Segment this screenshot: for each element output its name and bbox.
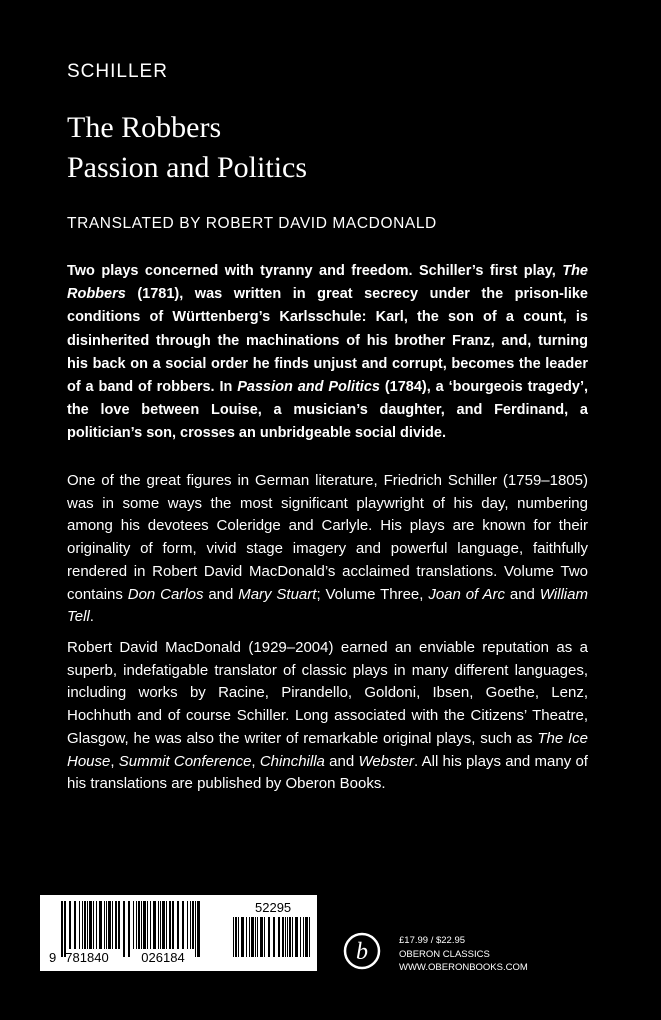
barcode-bar [251,917,254,957]
barcode-bar [150,901,151,949]
blurb-paragraph: Two plays concerned with tyranny and freedom. Schiller’s first play, The Robbers (1781), was written in great secrecy under the prison-like conditions of Württenberg’s Karlsschule: Karl, the son of a count, is disinherited through the machinations of his brother Franz, and, turning his back on a social order he finds unjust and corrupt, becomes the leader of a band of robbers. In Passion and Politics (1784), a ‘bourgeois tragedy’, the love between Louise, a musician’s daughter, and Ferdinand, a politician’s son, crosses an unbridgeable social divide. [67,263,589,442]
barcode-bar [82,901,83,949]
barcode-bar [285,917,286,957]
barcode-bar [233,917,234,957]
barcode-bar [172,901,174,949]
price: £17.99 / $22.95 [399,935,466,946]
barcode-bar [147,901,148,949]
barcode-bar [305,917,308,957]
barcode-bar [89,901,92,949]
barcode-bar [264,917,265,957]
barcode-bar [87,901,88,949]
barcode-lead-digit: 9 [49,950,57,965]
barcode-bar [133,901,134,949]
barcode-graphic [40,895,317,971]
barcode-bar [104,901,105,949]
barcode-bar [112,901,113,949]
play-title-the-robbers: The Robbers [67,263,588,303]
logo-letter: b [356,939,368,965]
barcode-addon-digits: 52295 [255,900,292,915]
barcode-bar [61,901,63,957]
book-title [67,108,307,188]
barcode-bar [136,901,137,949]
barcode-bar [84,901,86,949]
barcode-bar [99,901,102,949]
barcode-bar [143,901,146,949]
title-line-2: Passion and Politics [67,151,308,184]
barcode-bar [182,901,184,949]
oberon-logo [343,932,381,970]
barcode-bar [115,901,117,949]
barcode-bar [195,901,196,957]
barcode-bar [292,917,293,957]
barcode-bar [238,917,239,957]
barcode-bar [69,901,71,949]
barcode-bar [162,901,165,949]
barcode-bar [197,901,200,957]
barcode-bar [166,901,167,949]
barcode-bar [309,917,310,957]
barcode-bar [241,917,244,957]
barcode-main-bars [61,901,200,957]
title-line-1: The Robbers [67,111,222,144]
barcode-bar [177,901,179,949]
barcode-bar [74,901,76,949]
barcode-bar [287,917,288,957]
barcode-group-2: 026184 [141,950,185,965]
barcode-bar [79,901,80,949]
barcode-bar [260,917,263,957]
barcode-bar [118,901,120,949]
author-name: SCHILLER [67,61,168,82]
barcode-bar [138,901,140,949]
translator-bio-paragraph: Robert David MacDonald (1929–2004) earned an enviable reputation as a superb, indefatigable translator of classic plays in many different languages, including works by Racine, Pirandello, Goldoni, Ibsen, Goethe, Lenz, Hochhuth and of course Schiller. Long associated with the Citizens’ Theatre, Glasgow, he was also the writer of remarkable original plays, such as The Ice House, Summit Conference, Chinchilla and Webster. All his plays and many of his translations are published by Oberon Books. [67,639,589,793]
barcode-bar [96,901,97,949]
barcode-bar [190,901,191,949]
barcode-bar [249,917,250,957]
barcode-bar [192,901,194,949]
barcode-bar [257,917,258,957]
publisher-info [399,934,528,975]
barcode-bar [158,901,159,949]
barcode-bar [153,901,156,949]
barcode-bar [106,901,107,949]
barcode-bar [268,917,270,957]
schiller-bio-paragraph: One of the great figures in German literature, Friedrich Schiller (1759–1805) was in some ways the most significant playwright of his day, numbering among his devotees Coleridge and Carlyle. His plays are known for their originality of form, vivid stage imagery and powerful language, faithfully rendered in Robert David MacDonald’s acclaimed translations. Volume Two contains Don Carlos and Mary Stuart; Volume Three, Joan of Arc and William Tell. [67,472,588,626]
barcode-bar [282,917,284,957]
barcode-bar [141,901,142,949]
publisher-website: WWW.OBERONBOOKS.COM [399,962,528,973]
barcode-bar [169,901,171,949]
barcode-bar [255,917,256,957]
barcode-bar [300,917,301,957]
isbn-barcode [40,895,317,971]
barcode-bar [273,917,275,957]
barcode-bar [235,917,237,957]
barcode-bar [123,901,125,957]
play-title-passion-and-politics: Passion and Politics [237,379,380,396]
barcode-bar [303,917,304,957]
translator-credit: TRANSLATED BY ROBERT DAVID MACDONALD [67,215,437,232]
series-name: OBERON CLASSICS [399,948,490,960]
barcode-group-1: 781840 [65,950,109,965]
barcode-bar [108,901,111,949]
barcode-bar [64,901,66,957]
barcode-bar [187,901,188,949]
barcode-bar [295,917,298,957]
barcode-bar [246,917,247,957]
barcode-bar [128,901,130,957]
barcode-addon-bars [233,917,310,957]
barcode-bar [160,901,161,949]
barcode-bar [93,901,94,949]
barcode-bar [278,917,280,957]
barcode-bar [289,917,291,957]
